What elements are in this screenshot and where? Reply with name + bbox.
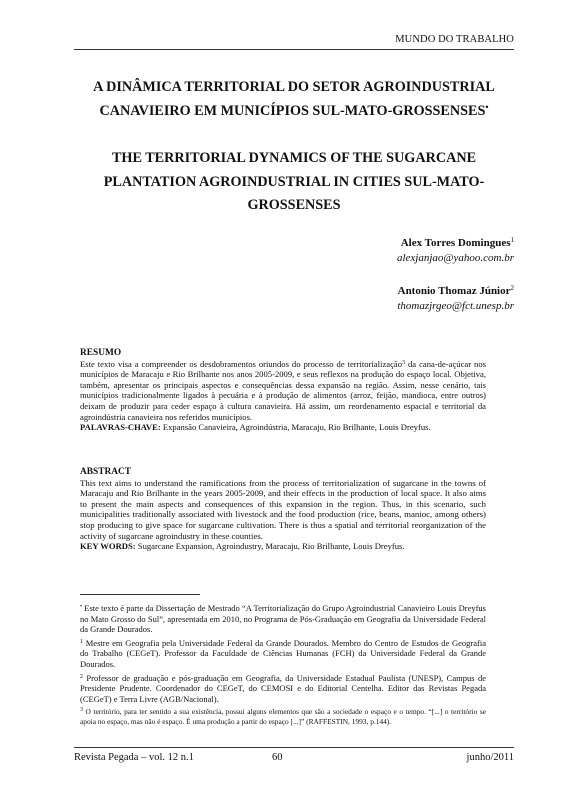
footnote [80,603,486,635]
title-portuguese [74,76,514,123]
footnote-rule [80,594,200,595]
resumo-heading: RESUMO [80,348,122,358]
resumo-footnote-mark: 3 [402,359,405,366]
footnote-mark: 1 [80,638,83,645]
keywords-list: Expansão Canavieira, Agroindústria, Maracaju, Rio Brilhante, Louis Dreyfus. [160,422,431,433]
footnote-text: Mestre em Geografia pela Universidade Federal da Grande Dourados. Membro do Centro de Estudos de Geografia do Trabalho (CEGeT). Professor da Faculdade de Ciências Humanas (FCH) da Universidade Federal da Grande Dourados. [80,637,486,669]
resumo-section [80,348,486,433]
abstract-section [80,467,486,552]
footnote-text: Este texto é parte da Dissertação de Mestrado “A Territorialização do Grupo Agroindustrial Canavieiro Louis Dreyfus no Mato Grosso do Sul”, apresentada em 2010, no Programa de Pós-Graduação em Geografia da Universidade Federal da Grande Dourados. [80,603,486,635]
footnote [80,707,486,727]
author-name-text: Alex Torres Domingues [400,237,511,249]
author-block-2 [397,284,514,314]
author-name-text: Antonio Thomaz Júnior [397,285,511,297]
keywords-label: PALAVRAS-CHAVE: [80,422,161,433]
footnote-text: Professor de graduação e pós-graduação em Geografia, da Universidade Estadual Paulista (UNESP), Campus de Presidente Prudente. Coordenador do CEGeT, do CEMOSI e do Editorial Centelha. Editor das Revistas Pegada (CEGeT) e Terra Livre (AGB/Nacional). [80,672,486,704]
running-head: MUNDO DO TRABALHO [395,34,514,45]
title-footnote-mark: • [485,101,489,112]
title-english: THE TERRITORIAL DYNAMICS OF THE SUGARCANE PLANTATION AGROINDUSTRIAL IN CITIES SUL-MATO-GROSSENSES [103,150,485,213]
footnote [80,638,486,670]
author-name [397,284,514,299]
author-block-1 [397,236,514,266]
keywords-list: Sugarcane Expansion, Agroindustry, Maracaju, Rio Brilhante, Louis Dreyfus. [135,541,405,552]
footnote-mark: • [80,604,83,610]
resumo-text [80,359,486,423]
header-rule [74,49,514,50]
author-email: thomazjrgeo@fct.unesp.br [397,300,514,312]
author-email: alexjanjao@yahoo.com.br [396,252,514,264]
footnote-mark: 2 [80,673,83,680]
footer-rule [74,747,514,748]
keywords-label: KEY WORDS: [80,541,136,552]
author-footnote-mark: 2 [510,284,514,292]
abstract-keywords [80,541,486,552]
footer-date: junho/2011 [466,752,514,763]
title-pt-text: A DINÂMICA TERRITORIAL DO SETOR AGROINDUSTRIAL CANAVIEIRO EM MUNICÍPIOS SUL-MATO-GROSSENSES [93,79,495,119]
footer-journal: Revista Pegada – vol. 12 n.1 [74,752,194,763]
footnote-mark: 3 [80,707,83,714]
footnotes [80,603,486,730]
author-name [397,236,514,251]
footnote [80,673,486,705]
resumo-text-part: da cana-de-açúcar nos municípios de Maracaju e Rio Brilhante nos anos 2005-2009, e seus reflexos na produção do espaço local. Objetiva, também, apresentar os principais aspectos e consequências dessa expansão na região. Assim, nesse cenário, tais municípios tradicionalmente ligados à pecuária e à produção de alimentos (arroz, feijão, mandioca, entre outros) deixam de produzir para ceder espaço à cultura canavieira. Há assim, um reordenamento espacial e territorial da agroindústria canavieira nos referidos municípios. [80,358,486,422]
abstract-heading: ABSTRACT [80,467,132,477]
footnote-text: O território, para ter sentido a sua existência, possui alguns elementos que são a sociedade o espaço e o tempo. “[...] o território se apoia no espaço, mas não é espaço. É uma produção a partir do espaço [...]” (RAFFESTIN, 1993, p.144). [80,707,486,727]
resumo-keywords [80,422,486,433]
abstract-text: This text aims to understand the ramifications from the process of territorialization of sugarcane in the towns of Maracaju and Rio Brilhante in the years 2005-2009, and their effects in the production of local space. It also aims to present the main aspects and consequences of this expansion in the region. Thus, in this scenario, such municipalities traditionally associated with livestock and the food production (rice, beans, manioc, among others) stop producing to give space for sugarcane cultivation. There is thus a spatial and territorial reorganization of the activity of sugarcane agroindustry in these counties. [80,477,486,541]
resumo-text-part: Este texto visa a compreender os desdobramentos oriundos do processo de territorialização [80,358,402,369]
author-footnote-mark: 1 [510,236,514,244]
page-number: 60 [272,752,283,763]
